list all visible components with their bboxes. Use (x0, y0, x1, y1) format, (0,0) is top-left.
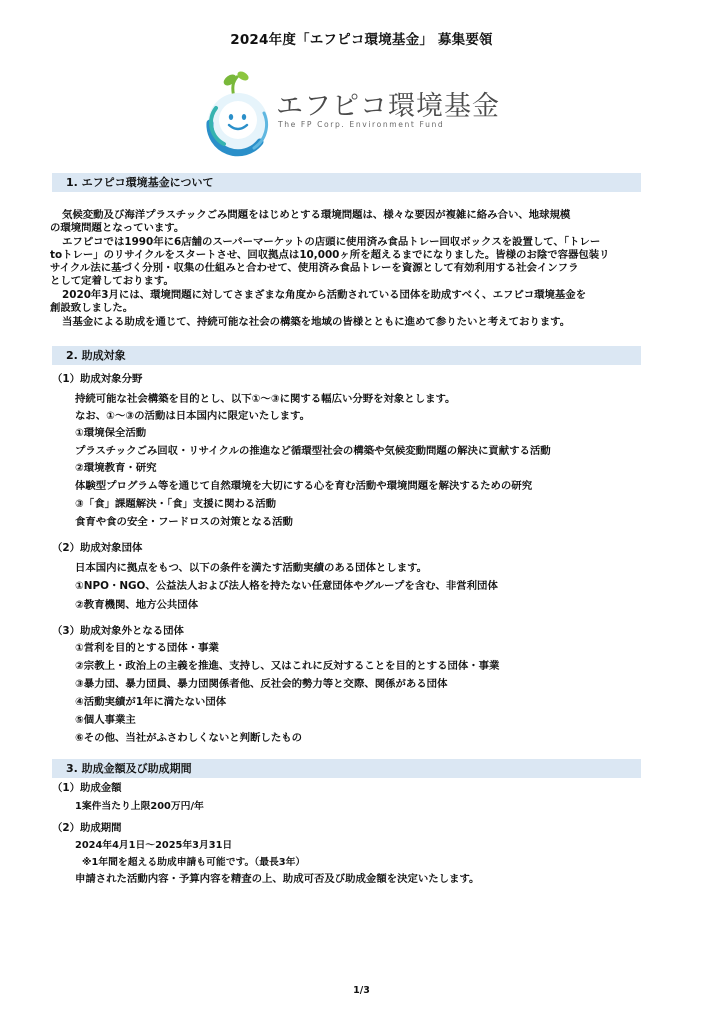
section-2-sub-1-line: 持続可能な社会構築を目的とし、以下①～③に関する幅広い分野を対象とします。 (75, 393, 456, 405)
section-1-line: として定着しております。 (50, 275, 174, 287)
section-3-sub-2-line: ※1年間を超える助成申請も可能です。（最長3年） (82, 857, 306, 868)
logo-subtitle: The FP Corp. Environment Fund (278, 120, 445, 129)
section-2-sub-3-line: ③暴力団、暴力団員、暴力団関係者他、反社会的勢力等と交際、関係がある団体 (75, 678, 448, 690)
logo-name: エフピコ環境基金 (276, 91, 500, 122)
section-3-sub-1-label: （1）助成金額 (52, 782, 122, 794)
section-2-sub-3-line: ②宗教上・政治上の主義を推進、支持し、又はこれに反対することを目的とする団体・事業 (75, 660, 500, 672)
section-1-line: 気候変動及び海洋プラスチックごみ問題をはじめとする環境問題は、様々な要因が複雑に絡み合い、地球規模 (62, 209, 571, 221)
section-2-sub-2-line: 日本国内に拠点をもつ、以下の条件を満たす活動実績のある団体とします。 (75, 562, 428, 574)
fund-logo (198, 68, 500, 158)
section-2-sub-1-line: なお、①～③の活動は日本国内に限定いたします。 (75, 410, 310, 422)
section-1-line: toトレー」のリサイクルをスタートさせ、回収拠点は10,000ヶ所を超えるまでになりました。皆様のお陰で容器包装リ (50, 249, 610, 261)
section-2-sub-2-label: （2）助成対象団体 (52, 542, 143, 554)
section-2-sub-1-line: ①環境保全活動 (75, 427, 147, 439)
section-3-sub-2-line: 申請された活動内容・予算内容を精査の上、助成可否及び助成金額を決定いたします。 (75, 873, 480, 885)
section-1-line: サイクル法に基づく分別・収集の仕組みと合わせて、使用済み食品トレーを資源として有効利用する社会インフラ (50, 262, 579, 274)
section-3-sub-2-label: （2）助成期間 (52, 822, 122, 834)
section-1-line: の環境問題となっています。 (50, 222, 185, 234)
section-2-sub-1-line: ③「食」課題解決・「食」支援に関わる活動 (75, 498, 277, 510)
section-1-line: 当基金による助成を通じて、持続可能な社会の構築を地域の皆様とともに進めて参りたいと考えております。 (62, 316, 571, 328)
section-2-heading: 2. 助成対象 (52, 346, 641, 365)
section-2-sub-3-label: （3）助成対象外となる団体 (52, 625, 184, 637)
logo-mark-icon (198, 68, 278, 158)
section-2-sub-2-line: ①NPO・NGO、公益法人および法人格を持たない任意団体やグループを含む、非営利団体 (75, 580, 498, 592)
section-2-sub-3-line: ⑥その他、当社がふさわしくないと判断したもの (75, 732, 302, 744)
section-2-sub-2-line: ②教育機関、地方公共団体 (75, 599, 199, 611)
section-1-line: エフピコでは1990年に6店舗のスーパーマーケットの店頭に使用済み食品トレー回収ボックスを設置して、「トレー (62, 236, 601, 248)
section-3-heading: 3. 助成金額及び助成期間 (52, 759, 641, 778)
section-3-sub-1-line: 1案件当たり上限200万円/年 (75, 801, 204, 812)
section-3-sub-2-line: 2024年4月1日～2025年3月31日 (75, 840, 233, 851)
section-1-line: 創設致しました。 (50, 302, 134, 314)
section-2-sub-3-line: ⑤個人事業主 (75, 714, 136, 726)
section-2-sub-1-label: （1）助成対象分野 (52, 373, 143, 385)
document-title: 2024年度「エフピコ環境基金」 募集要領 (230, 32, 493, 48)
section-2-sub-1-line: 食育や食の安全・フードロスの対策となる活動 (75, 516, 293, 528)
section-2-sub-3-line: ④活動実績が1年に満たない団体 (75, 696, 227, 708)
section-1-line: 2020年3月には、環境問題に対してさまざまな角度から活動されている団体を助成すべく、エフピコ環境基金を (62, 289, 587, 301)
section-2-sub-1-line: ②環境教育・研究 (75, 462, 157, 474)
section-2-sub-3-line: ①営利を目的とする団体・事業 (75, 642, 219, 654)
page-number: 1/3 (353, 985, 370, 996)
section-2-sub-1-line: プラスチックごみ回収・リサイクルの推進など循環型社会の構築や気候変動問題の解決に貢献する活動 (75, 445, 551, 457)
section-1-heading: 1. エフピコ環境基金について (52, 173, 641, 192)
section-2-sub-1-line: 体験型プログラム等を通じて自然環境を大切にする心を育む活動や環境問題を解決するための研究 (75, 480, 533, 492)
